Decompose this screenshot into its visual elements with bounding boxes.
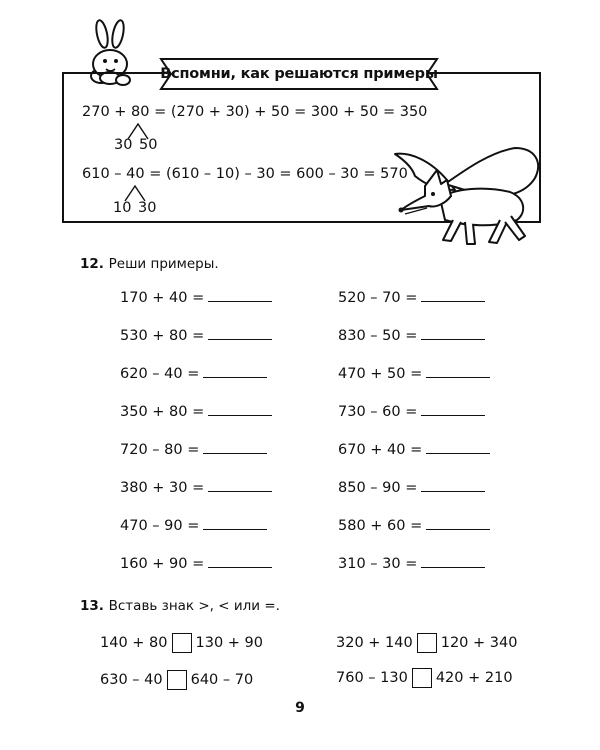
answer-blank[interactable] bbox=[426, 443, 490, 454]
task13-heading bbox=[80, 598, 280, 614]
example1-split-b: 50 bbox=[139, 137, 158, 153]
comparison-right: 420 + 210 bbox=[435, 670, 513, 686]
task12-row bbox=[120, 556, 272, 594]
example2-split-b: 30 bbox=[138, 200, 157, 216]
answer-blank[interactable] bbox=[203, 519, 267, 530]
sign-box[interactable] bbox=[167, 670, 187, 690]
task12-row bbox=[338, 518, 490, 556]
task12-expression: 720 – 80 = bbox=[120, 442, 200, 458]
task12-row bbox=[338, 366, 490, 404]
task12-row bbox=[338, 556, 490, 594]
task12-row bbox=[338, 480, 490, 518]
task12-expression: 170 + 40 = bbox=[120, 290, 205, 306]
task12-row bbox=[120, 518, 272, 556]
answer-blank[interactable] bbox=[208, 557, 272, 568]
task12-expression: 160 + 90 = bbox=[120, 556, 205, 572]
answer-blank[interactable] bbox=[426, 367, 490, 378]
answer-blank[interactable] bbox=[421, 291, 485, 302]
answer-blank[interactable] bbox=[421, 405, 485, 416]
sign-box[interactable] bbox=[417, 633, 437, 653]
task12-row bbox=[338, 328, 490, 366]
answer-blank[interactable] bbox=[426, 519, 490, 530]
task12-expression: 310 – 30 = bbox=[338, 556, 418, 572]
answer-blank[interactable] bbox=[208, 329, 272, 340]
comparison-right: 640 – 70 bbox=[190, 672, 254, 688]
comparison-row bbox=[100, 633, 263, 653]
task12-row bbox=[120, 328, 272, 366]
example1-equation: 270 + 80 = (270 + 30) + 50 = 300 + 50 = 350 bbox=[82, 104, 428, 120]
task12-expression: 830 – 50 = bbox=[338, 328, 418, 344]
comparison-left: 140 + 80 bbox=[100, 635, 168, 651]
reminder-banner bbox=[157, 56, 441, 92]
task13-number: 13. bbox=[80, 598, 104, 614]
answer-blank[interactable] bbox=[203, 367, 267, 378]
task12-row bbox=[120, 366, 272, 404]
sign-box[interactable] bbox=[172, 633, 192, 653]
task12-row bbox=[120, 290, 272, 328]
task12-right-column bbox=[338, 290, 490, 594]
sign-box[interactable] bbox=[412, 668, 432, 688]
reminder-title: Вспомни, как решаются примеры bbox=[160, 66, 438, 82]
comparison-left: 760 – 130 bbox=[336, 670, 408, 686]
task12-expression: 350 + 80 = bbox=[120, 404, 205, 420]
task12-expression: 850 – 90 = bbox=[338, 480, 418, 496]
task12-expression: 670 + 40 = bbox=[338, 442, 423, 458]
task12-number: 12. bbox=[80, 256, 104, 272]
page-number: 9 bbox=[295, 700, 305, 716]
answer-blank[interactable] bbox=[208, 481, 272, 492]
task12-row bbox=[338, 442, 490, 480]
answer-blank[interactable] bbox=[203, 443, 267, 454]
task12-expression: 620 – 40 = bbox=[120, 366, 200, 382]
task12-row bbox=[120, 480, 272, 518]
task12-instruction: Реши примеры. bbox=[108, 256, 219, 272]
task12-row bbox=[120, 442, 272, 480]
task12-expression: 380 + 30 = bbox=[120, 480, 205, 496]
task12-expression: 530 + 80 = bbox=[120, 328, 205, 344]
answer-blank[interactable] bbox=[208, 405, 272, 416]
comparison-row bbox=[100, 670, 253, 690]
comparison-row bbox=[336, 668, 513, 688]
task12-expression: 470 – 90 = bbox=[120, 518, 200, 534]
comparison-right: 130 + 90 bbox=[195, 635, 263, 651]
comparison-left: 320 + 140 bbox=[336, 635, 413, 651]
example1-split-a: 30 bbox=[114, 137, 133, 153]
comparison-right: 120 + 340 bbox=[440, 635, 518, 651]
answer-blank[interactable] bbox=[421, 557, 485, 568]
example2-equation: 610 – 40 = (610 – 10) – 30 = 600 – 30 = 570 bbox=[82, 166, 408, 182]
task12-row bbox=[120, 404, 272, 442]
task12-expression: 580 + 60 = bbox=[338, 518, 423, 534]
task12-heading bbox=[80, 256, 219, 272]
example2-split-a: 10 bbox=[113, 200, 132, 216]
answer-blank[interactable] bbox=[421, 329, 485, 340]
answer-blank[interactable] bbox=[208, 291, 272, 302]
task12-expression: 520 – 70 = bbox=[338, 290, 418, 306]
answer-blank[interactable] bbox=[421, 481, 485, 492]
comparison-left: 630 – 40 bbox=[100, 672, 163, 688]
task12-row bbox=[338, 290, 490, 328]
task12-expression: 730 – 60 = bbox=[338, 404, 418, 420]
fox-icon bbox=[385, 140, 550, 255]
task12-row bbox=[338, 404, 490, 442]
task12-expression: 470 + 50 = bbox=[338, 366, 423, 382]
comparison-row bbox=[336, 633, 517, 653]
task12-left-column bbox=[120, 290, 272, 594]
task13-instruction: Вставь знак >, < или =. bbox=[108, 598, 280, 614]
